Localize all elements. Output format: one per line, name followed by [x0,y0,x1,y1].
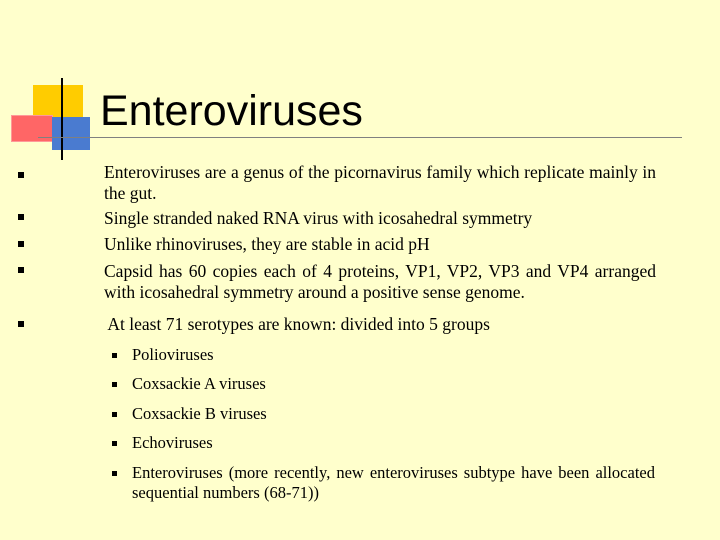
bullet-marker [18,241,24,247]
sub-bullet-text: Polioviruses [132,345,214,364]
bullet-marker [18,267,24,273]
sub-bullet-marker [112,471,117,476]
bullet-text: Single stranded naked RNA virus with icosahedral symmetry [104,208,533,228]
bullet-text: Enteroviruses are a genus of the picornavirus family which replicate mainly in the gut. [104,162,656,203]
slide-title: Enteroviruses [100,87,363,135]
sub-bullet-text: Enteroviruses (more recently, new enteroviruses subtype have been allocated sequential numbers (68-71)) [132,463,655,502]
sub-bullet-text: Coxsackie A viruses [132,374,266,393]
bullet-text: Capsid has 60 copies each of 4 proteins, VP1, VP2, VP3 and VP4 arranged with icosahedral symmetry around a positive sense genome. [104,261,656,302]
sub-bullet-text: Coxsackie B viruses [132,404,267,423]
bullet-marker [18,172,24,178]
bullet-text: Unlike rhinoviruses, they are stable in acid pH [104,234,430,254]
sub-bullet-marker [112,382,117,387]
decor-vertical-line [61,78,63,160]
bullet-marker [18,321,24,327]
decor-blue-square [52,117,90,150]
sub-bullet-marker [112,412,117,417]
bullet-marker [18,214,24,220]
sub-bullet-marker [112,441,117,446]
sub-bullet-text: Echoviruses [132,433,213,452]
bullet-text: At least 71 serotypes are known: divided into 5 groups [104,314,490,334]
sub-bullet-marker [112,353,117,358]
title-underline [38,137,682,138]
